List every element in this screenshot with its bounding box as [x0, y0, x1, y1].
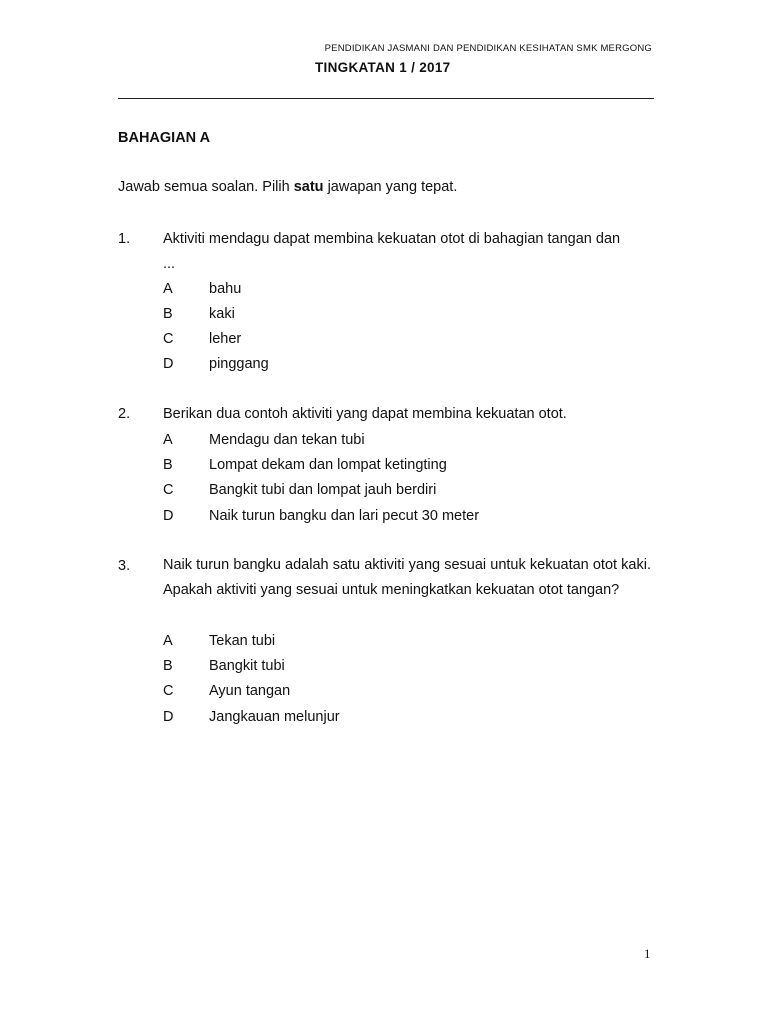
header-school-title: PENDIDIKAN JASMANI DAN PENDIDIKAN KESIHATAN SMK MERGONG [324, 43, 652, 54]
question-3-option-b-text: Bangkit tubi [209, 658, 285, 674]
header-divider [118, 98, 654, 99]
question-3-option-c-text: Ayun tangan [209, 683, 291, 699]
question-2-option-c-letter: C [163, 482, 174, 498]
question-1-option-c-letter: C [163, 331, 174, 347]
question-2-option-d-letter: D [163, 508, 174, 524]
question-1-option-d-letter: D [163, 356, 174, 372]
question-2-option-a-letter: A [163, 432, 173, 448]
question-1-text-continued: ... [163, 256, 176, 272]
question-2-option-b-text: Lompat dekam dan lompat ketingting [209, 457, 447, 473]
question-2-option-d-text: Naik turun bangku dan lari pecut 30 meter [209, 508, 480, 524]
question-3-number: 3. [118, 558, 131, 574]
question-1-option-a-letter: A [163, 281, 173, 297]
section-title: BAHAGIAN A [118, 130, 211, 146]
instruction-emphasis: satu [293, 179, 324, 195]
question-2-text: Berikan dua contoh aktiviti yang dapat membina kekuatan otot. [163, 406, 567, 422]
question-3-option-d-letter: D [163, 709, 174, 725]
instruction-text-end: jawapan yang tepat. [323, 179, 458, 195]
question-1-text: Aktiviti mendagu dapat membina kekuatan otot di bahagian tangan dan [163, 231, 621, 247]
page-number: 1 [644, 946, 651, 961]
question-1-option-a-text: bahu [209, 281, 242, 297]
question-1-option-c-text: leher [209, 331, 242, 347]
question-3-option-a-text: Tekan tubi [209, 633, 276, 649]
question-2-option-c-text: Bangkit tubi dan lompat jauh berdiri [209, 482, 437, 498]
question-3-option-a-letter: A [163, 633, 173, 649]
question-1-option-d-text: pinggang [209, 356, 269, 372]
question-3-text: Naik turun bangku adalah satu aktiviti yang sesuai untuk kekuatan otot kaki. Apakah aktiviti yang sesuai untuk meningkatkan kekuatan otot tangan? [163, 557, 651, 598]
question-3-option-b-letter: B [163, 658, 173, 674]
question-2-number: 2. [118, 406, 131, 422]
header-form-year: TINGKATAN 1 / 2017 [315, 60, 451, 75]
instruction [118, 179, 457, 195]
question-1-option-b-letter: B [163, 306, 173, 322]
question-2-option-b-letter: B [163, 457, 173, 473]
question-1-number: 1. [118, 231, 131, 247]
instruction-text-start: Jawab semua soalan. Pilih [118, 179, 294, 195]
question-2-option-a-text: Mendagu dan tekan tubi [209, 432, 365, 448]
question-3-option-c-letter: C [163, 683, 174, 699]
question-1-option-b-text: kaki [209, 306, 235, 322]
question-3-option-d-text: Jangkauan melunjur [209, 709, 340, 725]
